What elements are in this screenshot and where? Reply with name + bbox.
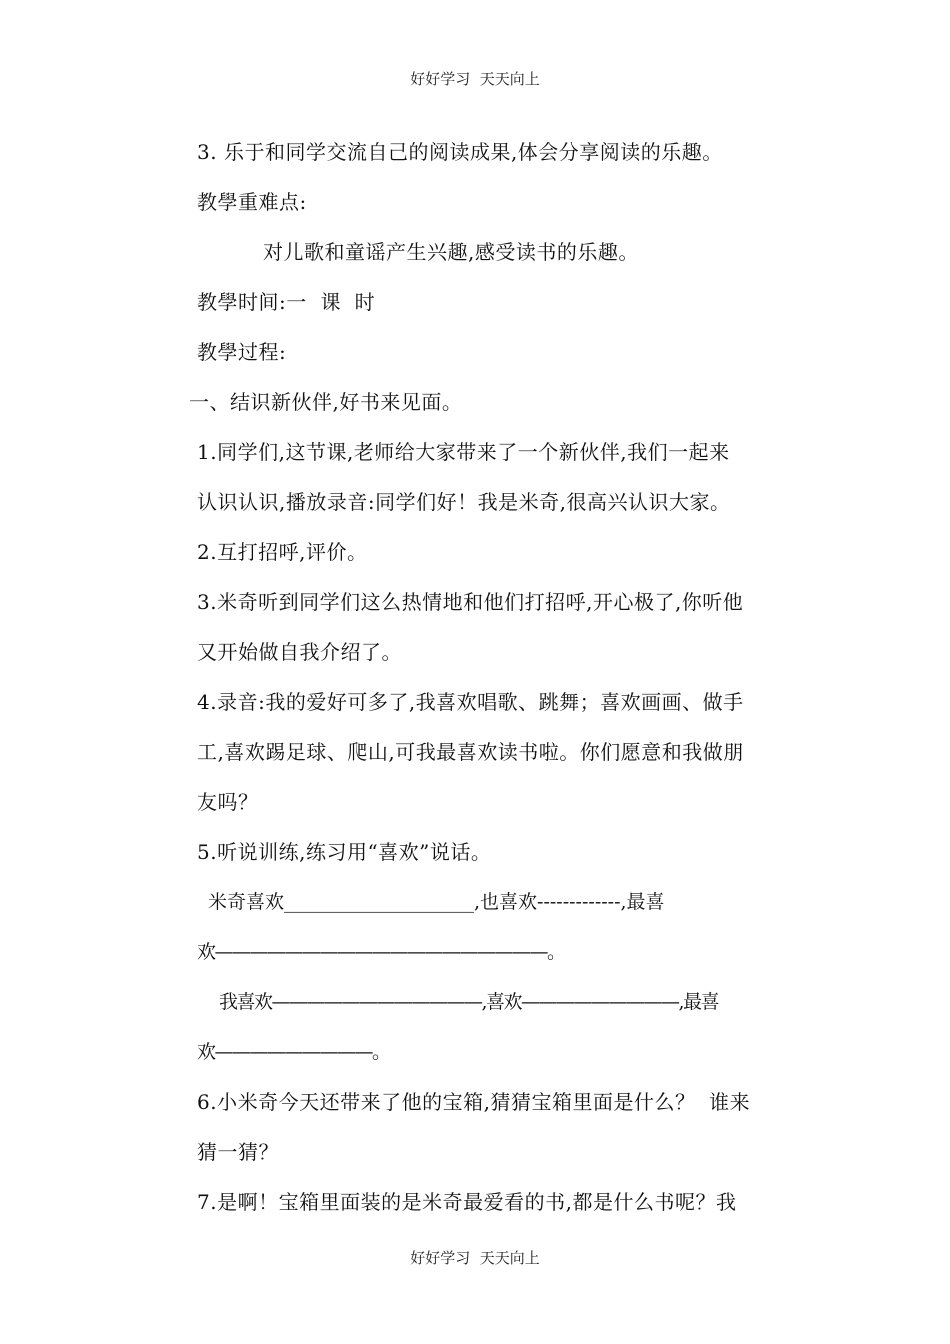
fill-blank-line: 我喜欢————————————,喜欢—————————,最喜 (219, 991, 719, 1013)
section-1-heading: 一、结识新伙伴,好书来见面。 (189, 390, 463, 414)
paragraph-line: 又开始做自我介绍了。 (197, 640, 402, 664)
paragraph-line: 7.是啊！宝箱里面装的是米奇最爱看的书,都是什么书呢？我 (197, 1190, 737, 1214)
fill-blank-line: 欢———————————————————。 (197, 941, 565, 963)
paragraph-line: 6.小米奇今天还带来了他的宝箱,猜猜宝箱里面是什么？ 谁来 (197, 1090, 751, 1114)
key-points-text: 对儿歌和童谣产生兴趣,感受读书的乐趣。 (263, 240, 639, 264)
paragraph-line: 2.互打招呼,评价。 (197, 540, 368, 564)
key-points-heading: 教學重难点: (197, 190, 307, 214)
paragraph-line: 1.同学们,这节课,老师给大家带来了一个新伙伴,我们一起来 (197, 440, 730, 464)
page-header: 好好学习 天天向上 (410, 70, 540, 88)
paragraph-line: 5.听说训练,练习用“喜欢”说话。 (197, 840, 492, 864)
process-heading: 教學过程: (197, 340, 287, 364)
paragraph-line: 4.录音:我的爱好可多了,我喜欢唱歌、跳舞；喜欢画画、做手 (197, 690, 744, 714)
paragraph-line: 友吗？ (197, 790, 259, 814)
fill-blank-line: 欢—————————。 (197, 1041, 390, 1063)
paragraph-line: 3.米奇听到同学们这么热情地和他们打招呼,开心极了,你听他 (197, 590, 744, 614)
objective-3: 3. 乐于和同学交流自己的阅读成果,体会分享阅读的乐趣。 (197, 140, 723, 164)
paragraph-line: 工,喜欢踢足球、爬山,可我最喜欢读书啦。你们愿意和我做朋 (197, 740, 744, 764)
paragraph-line: 猜一猜？ (197, 1140, 279, 1164)
paragraph-line: 认识认识,播放录音:同学们好！我是米奇,很高兴认识大家。 (197, 490, 731, 514)
lesson-time: 教學时间:一 课 时 (197, 290, 376, 314)
fill-blank-line: 米奇喜欢____________________,也喜欢-------------,最喜 (208, 891, 665, 913)
page-footer: 好好学习 天天向上 (410, 1249, 540, 1267)
